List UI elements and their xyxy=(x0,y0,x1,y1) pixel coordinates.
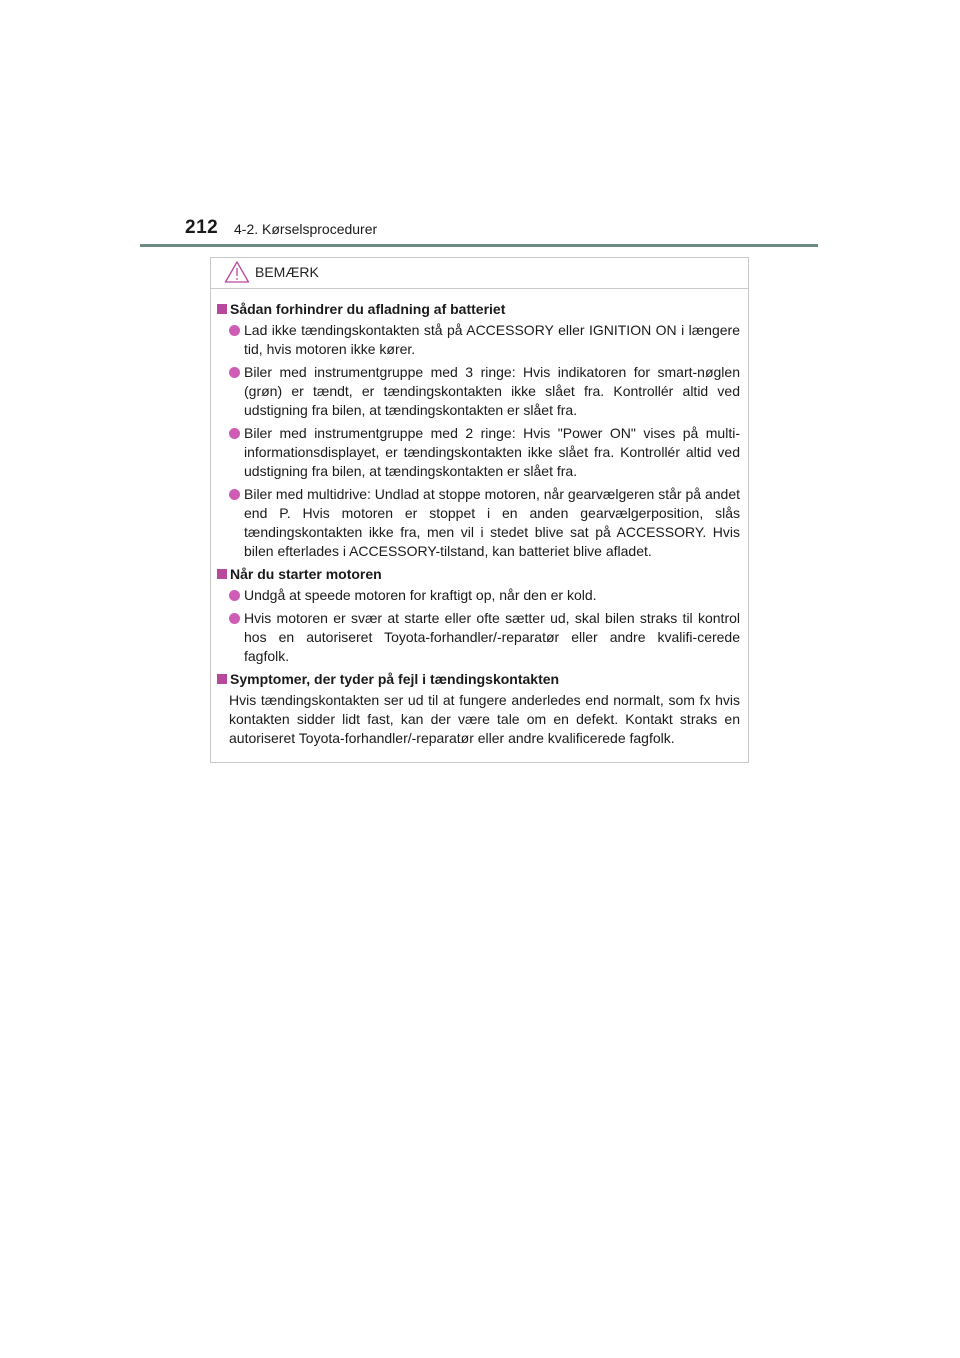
page-number: 212 xyxy=(185,217,219,238)
list-item xyxy=(229,363,740,420)
notice-box xyxy=(210,257,749,763)
list-item-text: Undgå at speede motoren for kraftigt op, når den er kold. xyxy=(244,587,597,603)
notice-title: BEMÆRK xyxy=(255,264,319,280)
list-item-text: Biler med instrumentgruppe med 3 ringe: Hvis indikatoren for smart-nøglen (grøn) er tændt, er tændingskontakten ikke slået fra. Kontrollér altid ved udstigning fra bilen, at tændingskontakten er slået fra. xyxy=(244,364,740,418)
warning-triangle-icon xyxy=(224,260,250,284)
notice-section-battery xyxy=(217,300,740,561)
notice-header xyxy=(211,258,748,289)
section-heading xyxy=(217,670,740,689)
list-item-text: Hvis motoren er svær at starte eller ofte sætter ud, skal bilen straks til kontrol hos en autoriseret Toyota-forhandler/-reparatør eller andre kvalifi-cerede fagfolk. xyxy=(244,610,740,664)
section-heading-text: Når du starter motoren xyxy=(230,566,382,582)
list-item xyxy=(229,586,740,605)
list-item xyxy=(229,485,740,561)
circle-bullet-icon xyxy=(229,367,240,378)
section-heading-text: Symptomer, der tyder på fejl i tændingskontakten xyxy=(230,671,560,687)
circle-bullet-icon xyxy=(229,590,240,601)
list-item-text: Biler med instrumentgruppe med 2 ringe: Hvis "Power ON" vises på multi-informationsdisplayet, er tændingskontakten ikke slået fra. Kontrollér altid ved udstigning fra bilen, at tændingskontakten er slået fra. xyxy=(244,425,740,479)
section-title: 4-2. Kørselsprocedurer xyxy=(234,221,378,237)
notice-section-symptoms xyxy=(217,670,740,748)
circle-bullet-icon xyxy=(229,489,240,500)
section-paragraph: Hvis tændingskontakten ser ud til at fungere anderledes end normalt, som fx hvis kontakten sidder lidt fast, kan der være tale om en defekt. Kontakt straks en autoriseret Toyota-forhandler/-reparatør eller andre kvalificerede fagfolk. xyxy=(229,692,740,746)
header-divider xyxy=(140,244,818,247)
section-heading xyxy=(217,300,740,319)
circle-bullet-icon xyxy=(229,613,240,624)
list-item-text: Lad ikke tændingskontakten stå på ACCESSORY eller IGNITION ON i længere tid, hvis motoren ikke kører. xyxy=(244,322,740,357)
section-heading xyxy=(217,565,740,584)
circle-bullet-icon xyxy=(229,325,240,336)
square-bullet-icon xyxy=(217,674,227,684)
list-item-text: Biler med multidrive: Undlad at stoppe motoren, når gearvælgeren står på andet end P. Hvis motoren er stoppet i en anden gearvælgerposition, slås tændingskontakten ikke fra, men vil i stedet blive sat på ACCESSORY. Hvis bilen efterlades i ACCESSORY-tilstand, kan batteriet blive afladet. xyxy=(244,486,740,559)
notice-section-starting xyxy=(217,565,740,666)
circle-bullet-icon xyxy=(229,428,240,439)
square-bullet-icon xyxy=(217,304,227,314)
square-bullet-icon xyxy=(217,569,227,579)
list-item xyxy=(229,321,740,359)
notice-body xyxy=(211,289,748,748)
list-item xyxy=(229,424,740,481)
list-item xyxy=(229,609,740,666)
section-heading-text: Sådan forhindrer du afladning af batteriet xyxy=(230,301,506,317)
